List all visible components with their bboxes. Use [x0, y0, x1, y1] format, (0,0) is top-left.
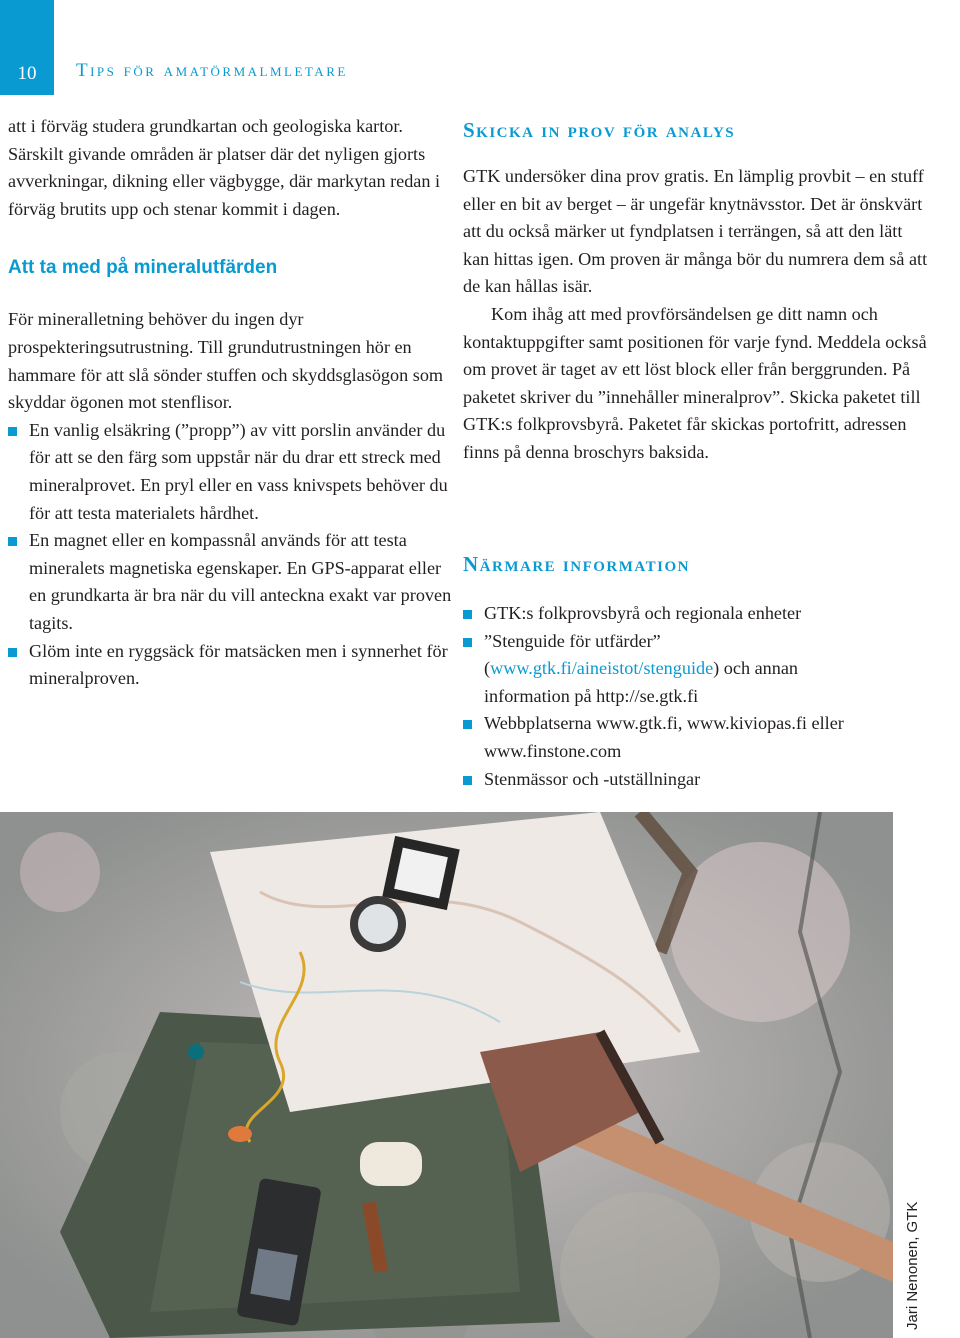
equipment-paragraph: För mineralletning behöver du ingen dyr prospekteringsutrustning. Till grundutrustningen hör en hammare för att slå sönder stuffen och skyddsglasögon som skyddar ögonen mot stenflisor. [8, 309, 444, 413]
info-list [463, 600, 883, 793]
shipping-paragraph: Kom ihåg att med provförsändelsen ge ditt namn och kontaktuppgifter samt positionen för varje fynd. Meddela också om provet är taget av ett löst block eller från berggrunden. På paketet skriver du ”innehåller mineralprov”. Skicka paketet till GTK:s folkprovsbyrå. Paketet får skickas portofritt, adressen finns på denna broschyrs baksida. [463, 303, 927, 462]
section-heading-equipment: Att ta med på mineralutfärden [8, 257, 278, 279]
list-item [463, 710, 883, 765]
bullet-square-icon [463, 776, 472, 785]
list-item [463, 766, 883, 794]
list-item-text: En magnet eller en kompassnål används för att testa mineralets magnetiska egenskaper. En GPS-apparat eller en grundkarta är bra när du vill anteckna exakt var proven tagits. [29, 530, 452, 633]
left-column [8, 113, 453, 693]
field-equipment-photo [0, 812, 893, 1338]
running-title: Tips för amatörmalmletare [76, 60, 348, 81]
info-list-container [463, 600, 883, 793]
bullet-square-icon [463, 638, 472, 647]
section-heading-more-info: Närmare information [463, 552, 690, 576]
list-item [463, 600, 883, 628]
list-item [8, 638, 453, 693]
intro-paragraph: att i förväg studera grundkartan och geologiska kartor. Särskilt givande områden är platser där det nyligen gjorts avverkningar, dikning eller vägbygge, där markytan redan i förväg brutits upp och stenar kommit i dagen. [8, 116, 441, 219]
list-item-text: Stenmässor och -utställningar [484, 768, 701, 789]
list-item [8, 417, 453, 527]
list-item-text: Glöm inte en ryggsäck för matsäcken men i synnerhet för mineralproven. [29, 640, 448, 689]
list-item-text: ) och annan information på http://se.gtk.fi [484, 658, 799, 706]
bullet-square-icon [8, 648, 17, 657]
analysis-paragraph: GTK undersöker dina prov gratis. En lämplig provbit – en stuff eller en bit av berget – är ungefär knytnävsstor. Det är önskvärt att du också märker ut fyndplatsen i terrängen, så att den lätt kan hittas igen. Om proven är många bör du numrera dem så att de kan hållas isär. [463, 166, 928, 297]
photo-credit: Jari Nenonen, GTK [904, 1201, 921, 1330]
bullet-square-icon [463, 610, 472, 619]
bullet-square-icon [8, 427, 17, 436]
equipment-list [8, 417, 453, 693]
page-number: 10 [17, 63, 37, 84]
page-number-tab [0, 0, 54, 95]
photo-illustration [0, 812, 893, 1338]
list-item-text: GTK:s folkprovsbyrå och regionala enheter [484, 603, 802, 623]
list-item [8, 527, 453, 637]
bullet-square-icon [8, 537, 17, 546]
list-item-text: ”Stenguide för utfärder” ( [484, 630, 661, 679]
list-item-text: Webbplatserna www.gtk.fi, www.kiviopas.fi eller www.finstone.com [484, 713, 844, 761]
section-heading-analysis: Skicka in prov för analys [463, 118, 736, 142]
bullet-square-icon [463, 720, 472, 729]
list-item [463, 628, 883, 711]
right-column [463, 163, 933, 467]
list-item-text: En vanlig elsäkring (”propp”) av vitt porslin använder du för att se den färg som uppstår när du drar ett streck med mineralprovet. En pryl eller en vass knivspets behöver du för att testa materialets hårdhet. [29, 419, 448, 523]
stenguide-link[interactable]: www.gtk.fi/aineistot/stenguide [490, 658, 714, 679]
